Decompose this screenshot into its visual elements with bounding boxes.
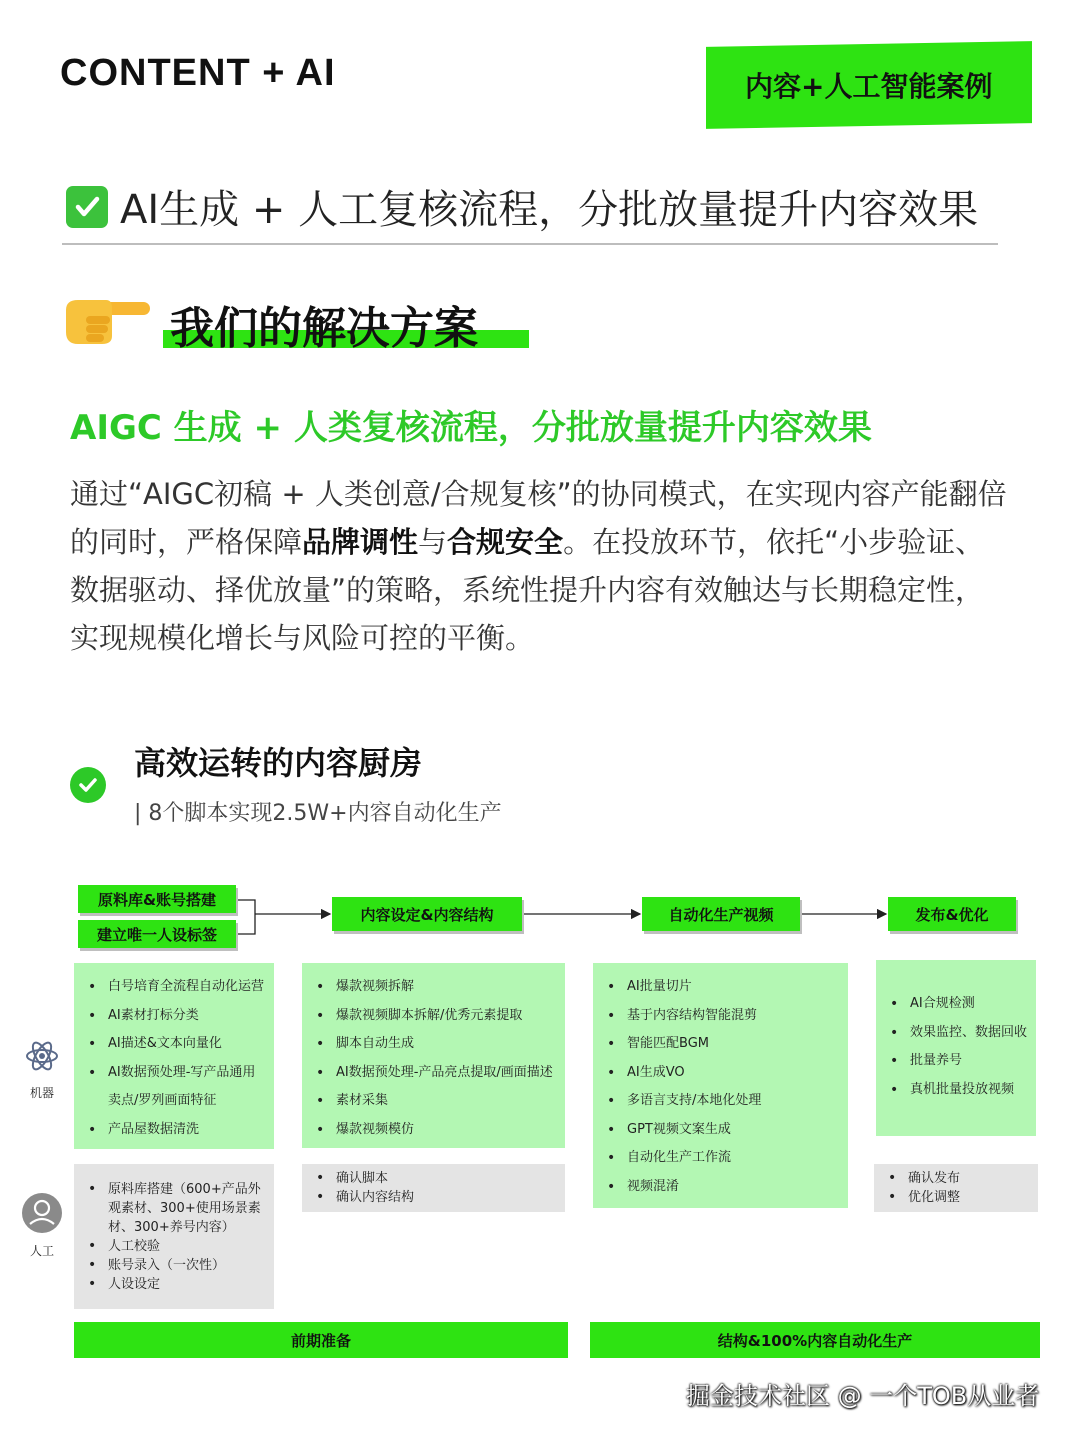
list-item: • 视频混淆 [605, 1173, 848, 1202]
machine-panel-4 [876, 960, 1036, 1136]
atom-icon [24, 1038, 60, 1074]
list-item: • 白号培育全流程自动化运营 [86, 973, 274, 1002]
list-item: • 确认脚本 [314, 1169, 565, 1188]
list-item: • 原料库搭建（600+产品外 [86, 1180, 274, 1199]
list-item: • 批量养号 [888, 1047, 1036, 1076]
machine-panel-2 [302, 963, 565, 1148]
list-item: • 自动化生产工作流 [605, 1144, 848, 1173]
list-item: • 爆款视频模仿 [314, 1116, 565, 1145]
body-text-2: 与 [418, 525, 448, 559]
pointing-hand-icon [60, 288, 152, 346]
list-item: • 账号录入（一次性） [86, 1256, 274, 1275]
list-item: • 爆款视频拆解 [314, 973, 565, 1002]
list-item: • 优化调整 [886, 1188, 1038, 1207]
category-tag [706, 41, 1032, 129]
list-item: • 效果监控、数据回收 [888, 1019, 1036, 1048]
list-item: 卖点/罗列画面特征 [108, 1093, 217, 1108]
stage-content-setting: 内容设定&内容结构 [332, 897, 522, 931]
person-avatar-icon [21, 1192, 63, 1234]
check-circle-icon [70, 767, 106, 803]
category-tag-label: 内容+人工智能案例 [745, 70, 993, 103]
human-panel-1 [74, 1164, 274, 1309]
list-item: • 智能匹配BGM [605, 1030, 848, 1059]
headline [66, 178, 978, 235]
list-item: • 基于内容结构智能混剪 [605, 1002, 848, 1031]
list-item: • 真机批量投放视频 [888, 1076, 1036, 1105]
list-item: • 脚本自动生成 [314, 1030, 565, 1059]
kitchen-subtitle-text: 8个脚本实现2.5W+内容自动化生产 [148, 801, 502, 826]
solution-title: 我们的解决方案 [170, 303, 478, 354]
human-panel-2 [302, 1164, 565, 1212]
brand-title: CONTENT + AI [60, 52, 336, 94]
list-item: • AI数据预处理-写产品通用 [86, 1059, 274, 1088]
body-paragraph [70, 470, 1010, 662]
stage-auto-production: 自动化生产视频 [642, 897, 800, 931]
list-item: • GPT视频文案生成 [605, 1116, 848, 1145]
headline-text: AI生成 + 人工复核流程，分批放量提升内容效果 [120, 187, 979, 233]
body-text-3: 。在投放环节，依托“小步验证、数据驱动、择优放量”的策略，系统性提升内容有效触达与长期稳定性，实现规模化增长与风险可控的平衡。 [70, 525, 985, 655]
list-item: • 爆款视频脚本拆解/优秀元素提取 [314, 1002, 565, 1031]
list-item: • AI数据预处理-产品亮点提取/画面描述 [314, 1059, 565, 1088]
list-item: • 人工校验 [86, 1237, 274, 1256]
machine-panel-1 [74, 963, 274, 1149]
list-item: 材、300+养号内容） [108, 1220, 235, 1235]
divider [62, 243, 998, 245]
phase-preparation: 前期准备 [74, 1322, 568, 1358]
check-box-icon [66, 186, 108, 228]
machine-panel-3 [593, 963, 848, 1208]
body-text-1: 通过“AIGC初稿 + 人类创意/合规复核”的协同模式，在实现内容产能翻倍的同时，严格保障 [70, 477, 1007, 559]
human-row-label [20, 1192, 64, 1259]
body-bold-1: 品牌调性 [302, 525, 419, 559]
list-item: • 确认内容结构 [314, 1188, 565, 1207]
kitchen-subtitle: | 8个脚本实现2.5W+内容自动化生产 [134, 801, 502, 826]
list-item: • AI合规检测 [888, 990, 1036, 1019]
body-bold-2: 合规安全 [447, 525, 564, 559]
subheading: AIGC 生成 + 人类复核流程，分批放量提升内容效果 [70, 408, 872, 448]
list-item: • 确认发布 [886, 1169, 1038, 1188]
human-panel-4 [874, 1164, 1038, 1212]
list-item: • AI描述&文本向量化 [86, 1030, 274, 1059]
watermark: 掘金技术社区 @ 一个TOB从业者 [686, 1382, 1040, 1410]
human-label: 人工 [29, 1244, 54, 1258]
list-item: • 产品屋数据清洗 [86, 1116, 274, 1145]
list-item: • AI素材打标分类 [86, 1002, 274, 1031]
list-item: 观素材、300+使用场景素 [108, 1201, 261, 1216]
list-item: • 素材采集 [314, 1087, 565, 1116]
list-item: • 人设设定 [86, 1275, 274, 1294]
kitchen-title: 高效运转的内容厨房 [134, 744, 423, 782]
phase-automation: 结构&100%内容自动化生产 [590, 1322, 1040, 1358]
list-item: • 多语言支持/本地化处理 [605, 1087, 848, 1116]
stage-persona-tag: 建立唯一人设标签 [78, 920, 236, 948]
list-item: • AI生成VO [605, 1059, 848, 1088]
machine-label: 机器 [29, 1086, 54, 1100]
stage-publish-optimize: 发布&优化 [888, 897, 1016, 931]
stage-raw-library: 原料库&账号搭建 [78, 885, 236, 913]
list-item: • AI批量切片 [605, 973, 848, 1002]
machine-row-label [20, 1038, 64, 1101]
